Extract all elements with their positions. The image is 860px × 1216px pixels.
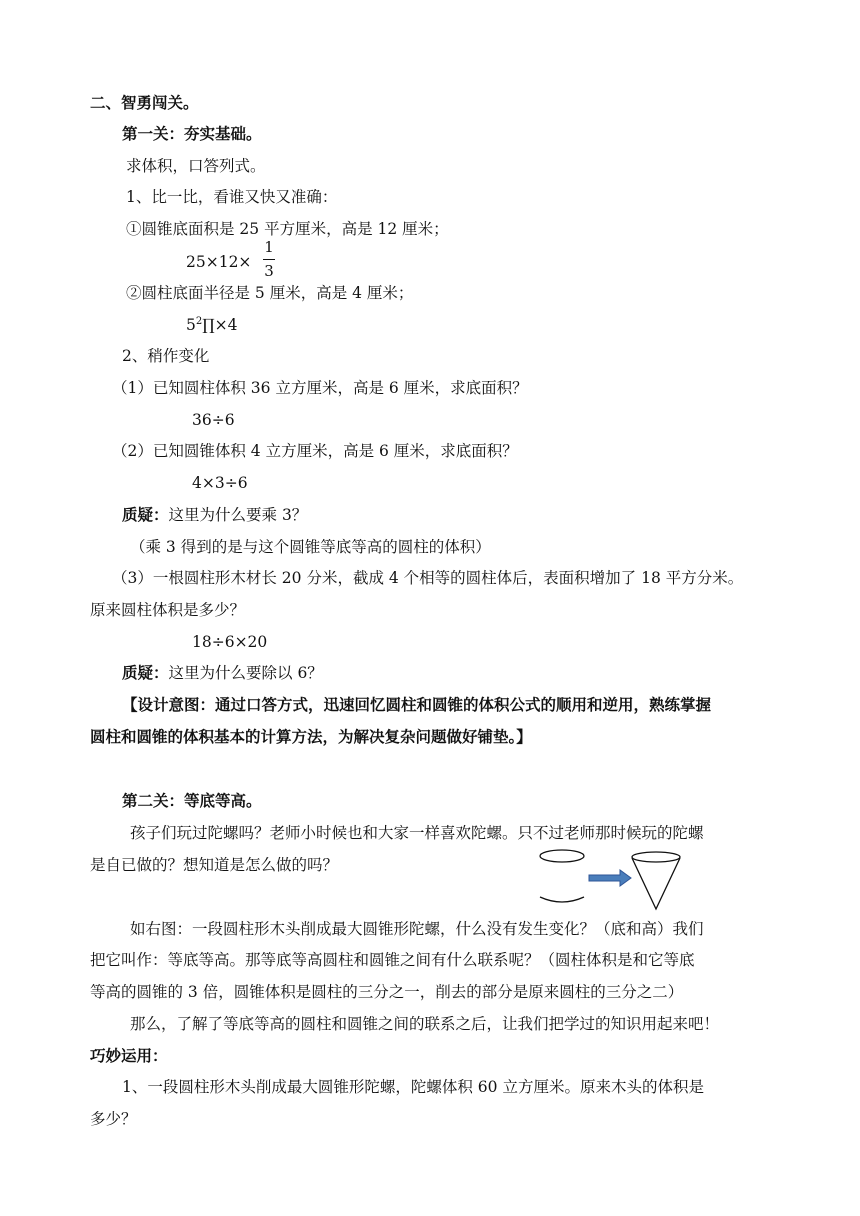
arrow-shape bbox=[589, 870, 631, 886]
q2-3-expression: 18÷6×20 bbox=[192, 633, 268, 651]
level2-p1-line2: 是自已做的？想知道是怎么做的吗？ bbox=[90, 856, 339, 874]
level1-title: 第一关：夯实基础。 bbox=[122, 124, 262, 143]
cone-base-ellipse bbox=[632, 852, 680, 862]
doubt1-answer: （乘 3 得到的是与这个圆锥等底等高的圆柱的体积） bbox=[130, 538, 491, 556]
q1b-expression: $5^2\prod\times 4$ bbox=[186, 315, 238, 334]
cylinder-bottom-arc bbox=[540, 897, 584, 902]
level2-p2-line1: 如右图：一段圆柱形木头削成最大圆锥形陀螺，什么没有发生变化？（底和高）我们 bbox=[130, 920, 704, 938]
level2-title: 第二关：等底等高。 bbox=[122, 791, 262, 810]
cylinder-to-cone-diagram bbox=[530, 845, 690, 915]
fraction-numerator: 1 bbox=[264, 238, 274, 256]
level1-intro: 求体积，口答列式。 bbox=[126, 157, 266, 175]
q2-2-text: （2）已知圆锥体积 4 立方厘米，高是 6 厘米，求底面积？ bbox=[112, 442, 518, 460]
q1a-text: ①圆锥底面积是 25 平方厘米，高是 12 厘米； bbox=[126, 220, 449, 238]
q1a-expression: 25×12× bbox=[186, 253, 252, 271]
q2-2-expression: 4×3÷6 bbox=[192, 474, 248, 492]
q2-1-expression: 36÷6 bbox=[192, 411, 235, 429]
level2-p3: 那么，了解了等底等高的圆柱和圆锥之间的联系之后，让我们把学过的知识用起来吧！ bbox=[130, 1015, 720, 1033]
apply-q1-line1: 1、一段圆柱形木头削成最大圆锥形陀螺，陀螺体积 60 立方厘米。原来木头的体积是 bbox=[122, 1078, 704, 1096]
cylinder-top-ellipse bbox=[540, 850, 584, 862]
design-intent-line2: 圆柱和圆锥的体积基本的计算方法，为解决复杂问题做好铺垫。】 bbox=[90, 727, 532, 746]
doubt2: 质疑：这里为什么要除以 6？ bbox=[122, 663, 323, 682]
q2-3-line2: 原来圆柱体积是多少？ bbox=[90, 601, 246, 619]
design-intent-line1: 【设计意图：通过口答方式，迅速回忆圆柱和圆锥的体积公式的顺用和逆用，熟练掌握 bbox=[122, 695, 712, 714]
level2-p2-line3: 等高的圆锥的 3 倍，圆锥体积是圆柱的三分之一，削去的部分是原来圆柱的三分之二） bbox=[90, 983, 684, 1001]
q2-1-text: （1）已知圆柱体积 36 立方厘米，高是 6 厘米，求底面积？ bbox=[112, 379, 528, 397]
apply-title: 巧妙运用： bbox=[90, 1046, 168, 1065]
q2-3-line1: （3）一根圆柱形木材长 20 分米，截成 4 个相等的圆柱体后，表面积增加了 18 平方分米。 bbox=[112, 569, 744, 587]
apply-q1-line2: 多少？ bbox=[90, 1110, 137, 1128]
fraction-bar bbox=[263, 259, 275, 260]
doubt1: 质疑：这里为什么要乘 3？ bbox=[122, 505, 308, 524]
level2-p2-line2: 把它叫作：等底等高。那等底等高圆柱和圆锥之间有什么联系呢？（圆柱体积是和它等底 bbox=[90, 951, 695, 969]
fraction-denominator: 3 bbox=[264, 262, 274, 280]
q1-text: 1、比一比，看谁又快又准确： bbox=[126, 188, 338, 206]
cone-sides bbox=[632, 858, 680, 909]
q2-text: 2、稍作变化 bbox=[122, 347, 210, 365]
q1b-text: ②圆柱底面半径是 5 厘米，高是 4 厘米； bbox=[126, 284, 414, 302]
section-title: 二、智勇闯关。 bbox=[90, 93, 199, 112]
level2-p1-line1: 孩子们玩过陀螺吗？老师小时候也和大家一样喜欢陀螺。只不过老师那时候玩的陀螺 bbox=[130, 824, 704, 842]
